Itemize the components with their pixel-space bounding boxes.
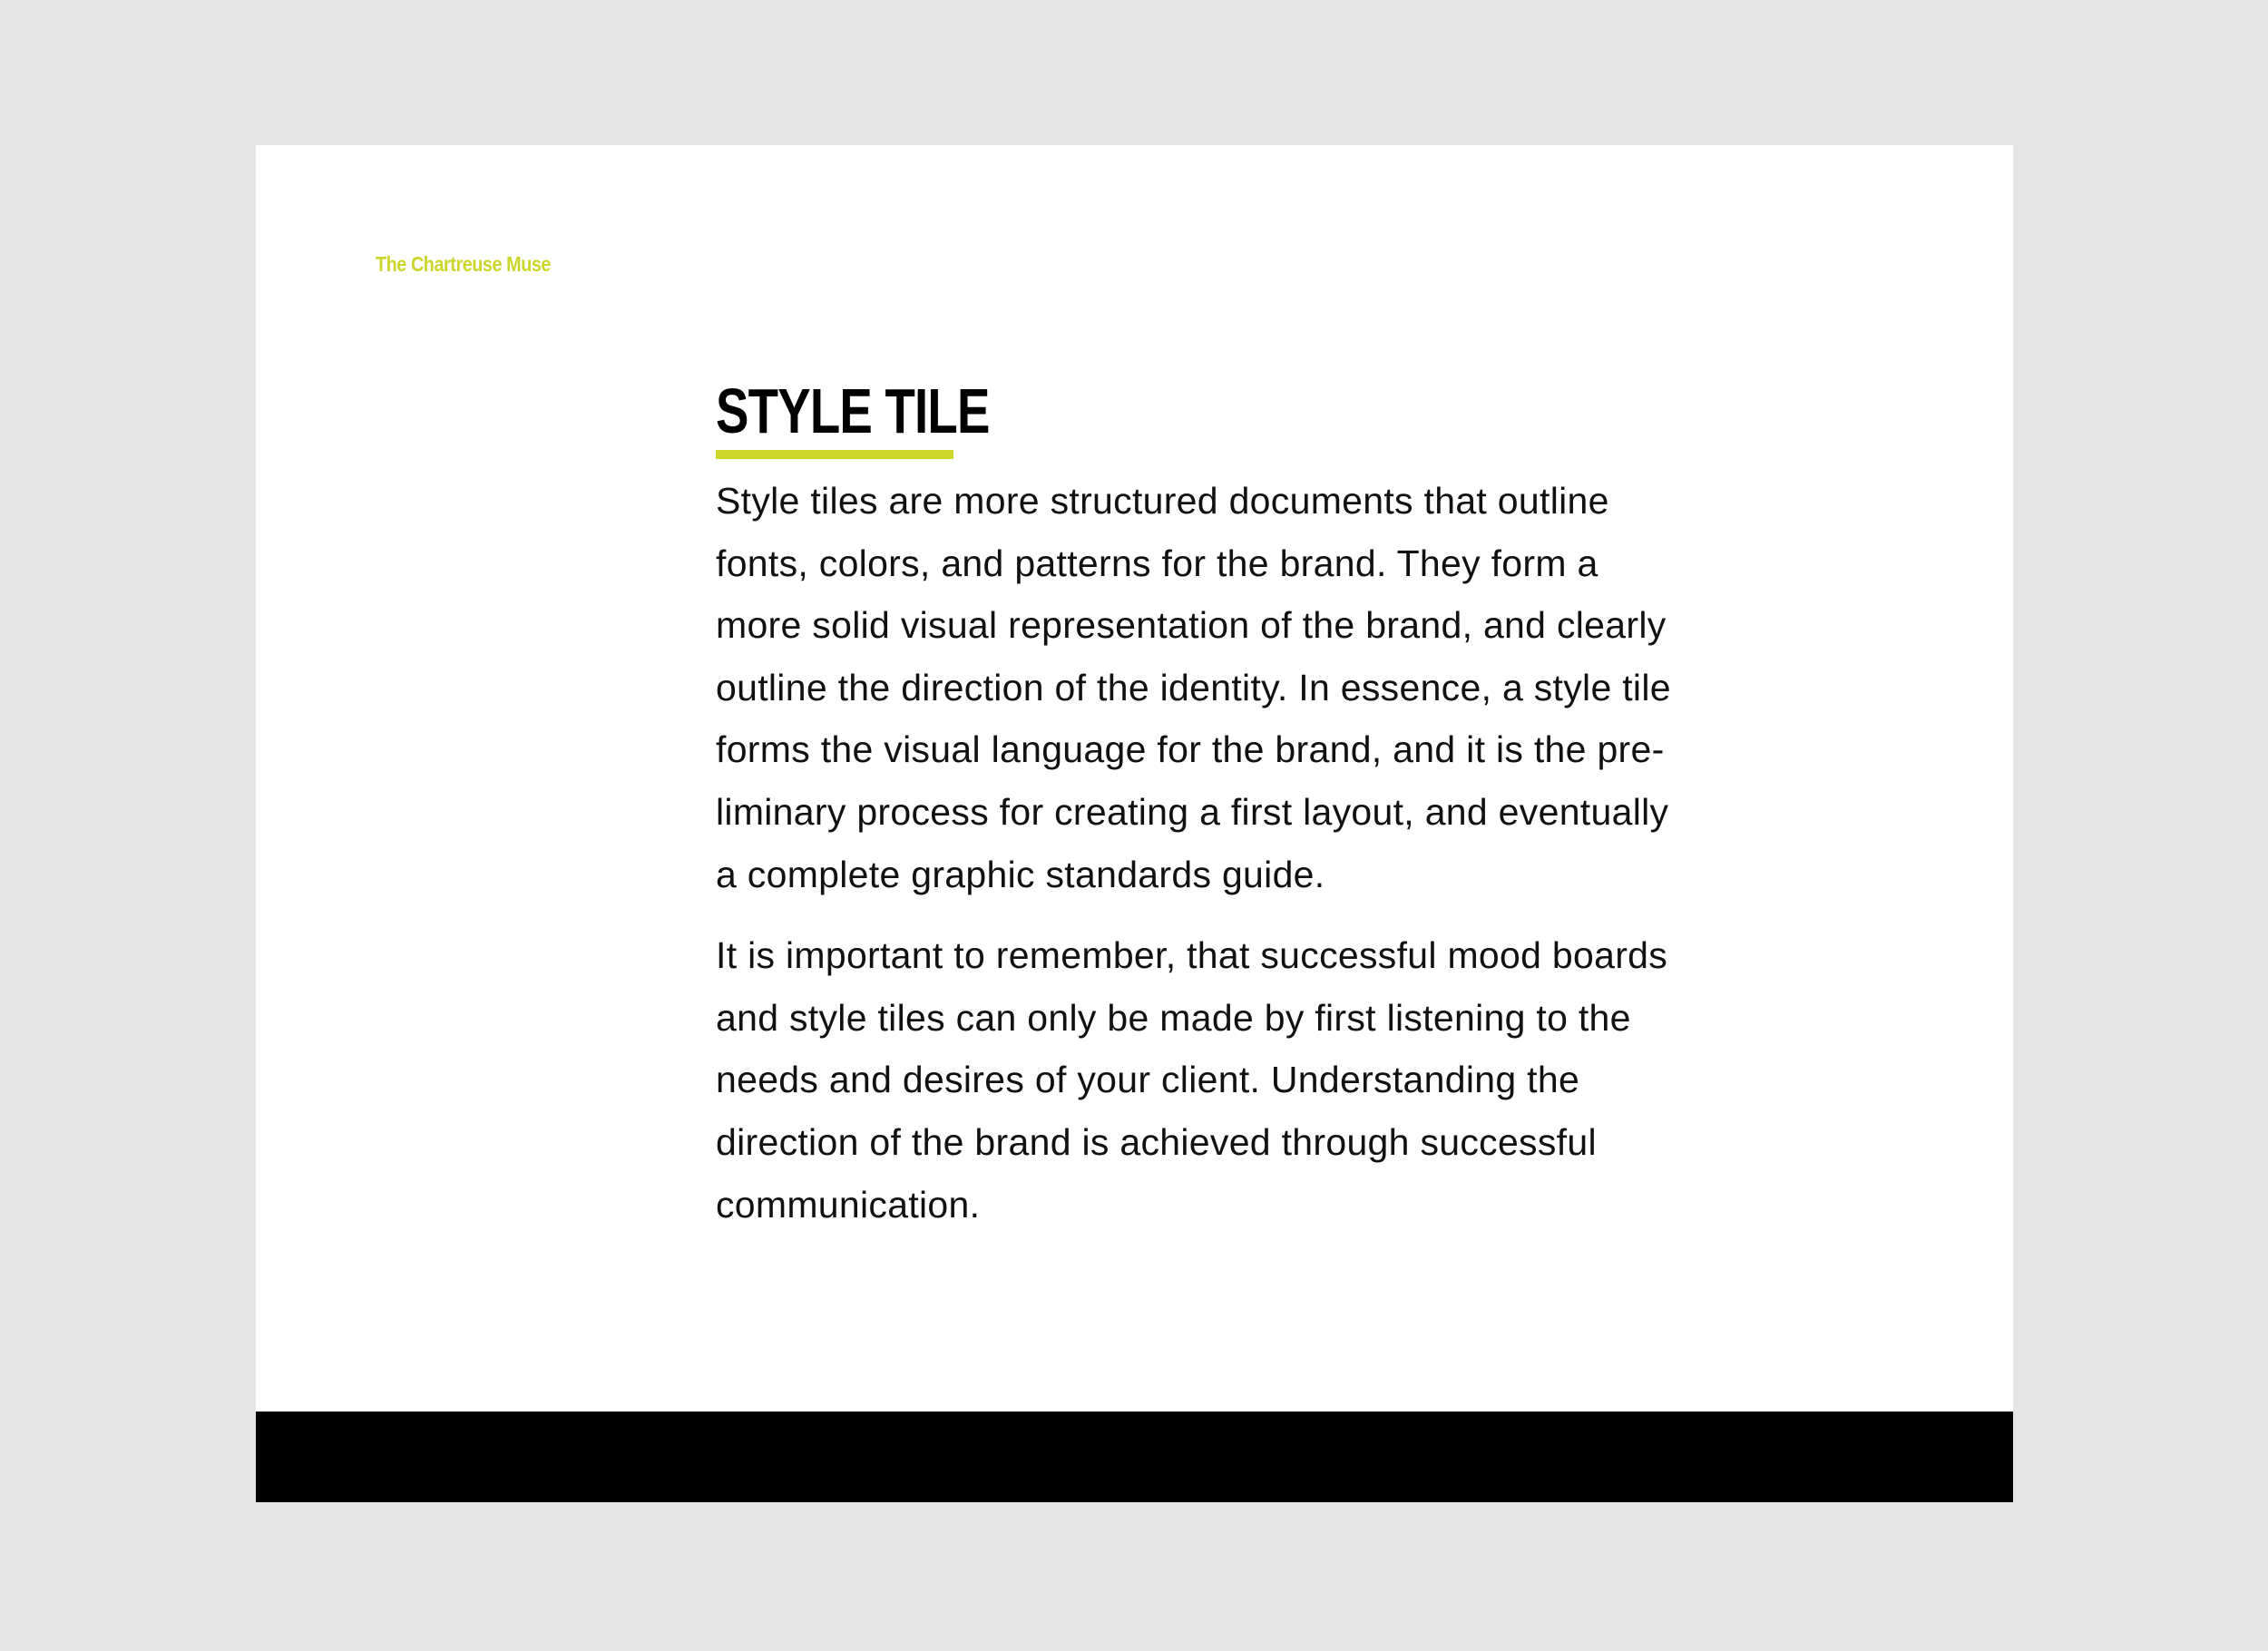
body-paragraph-2: It is important to remember, that successful mood boards and style tiles can only be made by first listening to the needs and desires of your client. Understanding the direction of the brand is achieved through successful communication. [716, 934, 1668, 1226]
footer-bar [256, 1412, 2013, 1502]
main-content [716, 376, 1795, 1236]
document-page [256, 145, 2013, 1502]
title-underline [716, 450, 953, 459]
brand-name: The Chartreuse Muse [376, 252, 551, 276]
body-paragraph-1: Style tiles are more structured documents that outline fonts, colors, and patterns for the brand. They form a more solid visual representation of the brand, and clearly outline the direction of the identity. In essence, a style tile forms the visual language for the brand, and it is the pre- liminary process for creating a first layout, and eventually a complete graphic standards guide. [716, 480, 1671, 895]
section-title: STYLE TILE [716, 376, 990, 446]
